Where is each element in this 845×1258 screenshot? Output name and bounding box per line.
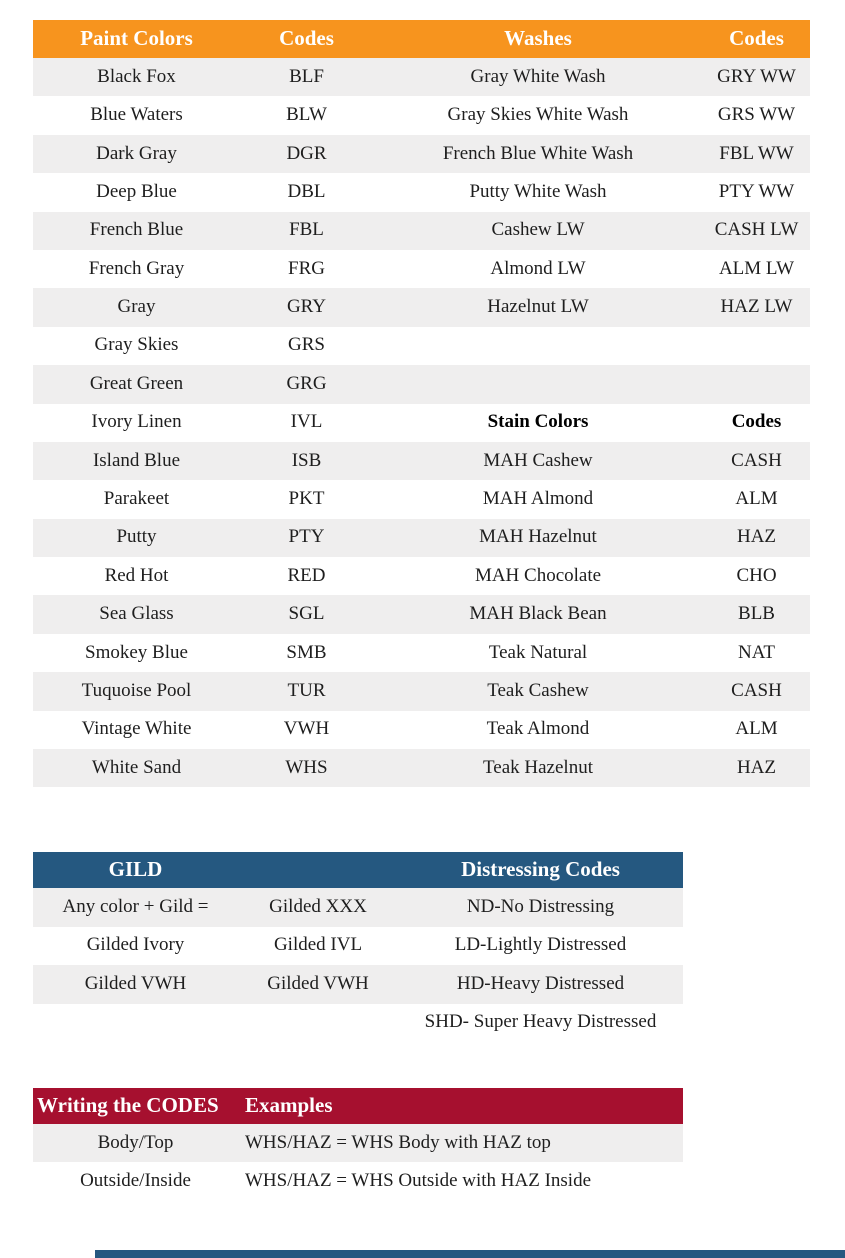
cell-wash-name: French Blue White Wash [442, 142, 634, 164]
paint-table-row [33, 480, 810, 518]
cell-paint-name: White Sand [91, 756, 182, 778]
paint-table-row [33, 365, 810, 403]
cell-paint-code: BLW [286, 104, 327, 126]
cell-paint-name: Vintage White [81, 718, 192, 740]
header-examples: Examples [245, 1093, 333, 1118]
cell-paint-name: Smokey Blue [85, 641, 188, 663]
cell-wash-name: Gray White Wash [470, 65, 606, 87]
gild-table-row [33, 965, 683, 1004]
cell-paint-name: Island Blue [92, 449, 181, 471]
codes-table-header [33, 1088, 683, 1124]
cell-paint-code: WHS [285, 756, 328, 778]
gild-table-body [33, 888, 683, 1042]
cell-gild-name: Any color + Gild = [62, 895, 209, 917]
cell-wash-name: Teak Almond [486, 718, 590, 740]
paint-table-row [33, 250, 810, 288]
cell-paint-name: French Blue [89, 219, 184, 241]
cell-paint-code: PKT [288, 488, 325, 510]
cell-code-format: Outside/Inside [80, 1169, 191, 1191]
paint-table-body [33, 58, 810, 787]
paint-table-row [33, 58, 810, 96]
cell-paint-code: SGL [288, 603, 325, 625]
cell-paint-code: ISB [291, 449, 322, 471]
cell-paint-code: BLF [289, 65, 324, 87]
cell-paint-code: GRY [286, 296, 327, 318]
header-paint-colors: Paint Colors [80, 26, 193, 51]
paint-table-row [33, 749, 810, 787]
cell-wash-name: MAH Chocolate [474, 564, 602, 586]
cell-wash-code: PTY WW [718, 180, 795, 202]
cell-paint-code: FBL [289, 219, 324, 241]
cell-wash-name: Teak Natural [488, 641, 588, 663]
cell-paint-name: Sea Glass [99, 603, 174, 625]
cell-paint-name: Gray Skies [94, 334, 179, 356]
cell-wash-name: Cashew LW [491, 219, 585, 241]
cell-paint-code: GRG [286, 372, 327, 394]
cell-wash-code: ALM LW [718, 257, 795, 279]
cell-gild-name: Gilded Ivory [86, 934, 185, 956]
cell-wash-code: BLB [738, 603, 775, 625]
cell-paint-code: PTY [288, 526, 325, 548]
gild-table-row [33, 927, 683, 966]
cell-code-example: WHS/HAZ = WHS Body with HAZ top [245, 1131, 551, 1153]
paint-table-row [33, 442, 810, 480]
cell-paint-name: Dark Gray [96, 142, 177, 164]
cell-paint-code: SMB [286, 641, 327, 663]
cell-wash-name: Hazelnut LW [487, 296, 589, 318]
cell-wash-name: MAH Cashew [483, 449, 593, 471]
header-gild: GILD [108, 857, 163, 882]
cell-paint-code: TUR [287, 680, 326, 701]
gild-table-header [33, 852, 683, 888]
paint-table-header [33, 20, 810, 58]
gild-table-row [33, 1004, 683, 1043]
cell-distressing-code: HD-Heavy Distressed [456, 972, 625, 994]
paint-table-row [33, 135, 810, 173]
cell-wash-code: GRS WW [717, 104, 796, 126]
cell-wash-code: GRY WW [717, 65, 796, 87]
cell-distressing-code: ND-No Distressing [466, 895, 615, 917]
paint-table-row [33, 96, 810, 134]
paint-table-row [33, 173, 810, 211]
cell-paint-name: Parakeet [103, 488, 170, 510]
cell-wash-code: CASH [731, 680, 782, 701]
paint-table-row [33, 711, 810, 749]
cell-paint-code: IVL [290, 411, 323, 433]
cell-wash-name: MAH Hazelnut [479, 526, 597, 548]
next-section-header-edge [95, 1250, 845, 1258]
cell-paint-name: Black Fox [97, 65, 176, 87]
paint-table-row [33, 212, 810, 250]
cell-wash-code: ALM [735, 718, 778, 740]
cell-paint-name: Deep Blue [96, 180, 177, 202]
cell-paint-name: Tuquoise Pool [81, 680, 192, 701]
cell-distressing-code: SHD- Super Heavy Distressed [424, 1011, 657, 1033]
codes-table-body [33, 1124, 683, 1200]
cell-wash-name: Almond LW [490, 257, 586, 279]
paint-table-row [33, 404, 810, 442]
cell-wash-name: Stain Colors [487, 411, 589, 433]
cell-wash-code: CASH [731, 449, 782, 471]
cell-gild-code: Gilded IVL [273, 934, 363, 956]
paint-table-row [33, 557, 810, 595]
cell-wash-code: HAZ LW [720, 296, 793, 318]
cell-wash-code: NAT [738, 641, 775, 663]
header-washes: Washes [504, 26, 572, 51]
cell-distressing-code: LD-Lightly Distressed [454, 934, 627, 956]
paint-table-row [33, 595, 810, 633]
codes-table-row [33, 1124, 683, 1162]
cell-code-example: WHS/HAZ = WHS Outside with HAZ Inside [245, 1169, 592, 1191]
header-distressing-codes: Distressing Codes [461, 857, 620, 882]
cell-wash-name: Gray Skies White Wash [447, 104, 629, 126]
header-writing-the-codes: Writing the CODES [37, 1093, 219, 1118]
cell-paint-code: DBL [287, 180, 326, 202]
paint-table-row [33, 327, 810, 365]
paint-table-row [33, 288, 810, 326]
cell-code-format: Body/Top [97, 1131, 174, 1153]
cell-wash-code: FBL WW [719, 142, 794, 164]
codes-table-row [33, 1162, 683, 1200]
writing-codes-table [33, 1088, 683, 1200]
cell-paint-code: FRG [288, 257, 325, 279]
gild-table-row [33, 888, 683, 927]
cell-wash-name: Putty White Wash [469, 180, 607, 202]
cell-paint-name: Blue Waters [90, 104, 183, 126]
cell-paint-name: Gray [117, 296, 156, 318]
cell-wash-name: MAH Almond [482, 488, 594, 510]
cell-paint-name: Red Hot [104, 564, 169, 586]
cell-wash-code: HAZ [736, 756, 777, 778]
cell-wash-code: HAZ [736, 526, 777, 548]
cell-paint-name: French Gray [88, 257, 185, 279]
paint-table-row [33, 519, 810, 557]
paint-washes-table [33, 20, 810, 787]
cell-wash-name: Teak Cashew [487, 680, 589, 701]
gild-distressing-table [33, 852, 683, 1042]
header-wash-codes: Codes [729, 26, 784, 51]
cell-paint-code: RED [287, 564, 326, 586]
cell-paint-name: Ivory Linen [91, 411, 182, 433]
cell-wash-name: Teak Hazelnut [483, 756, 593, 778]
cell-wash-code: Codes [731, 411, 782, 433]
cell-gild-name: Gilded VWH [84, 972, 187, 994]
header-paint-codes: Codes [279, 26, 334, 51]
paint-table-row [33, 634, 810, 672]
cell-wash-code: ALM [735, 488, 778, 510]
cell-paint-code: DGR [286, 142, 327, 164]
paint-table-row [33, 672, 810, 710]
cell-paint-name: Putty [116, 526, 157, 548]
cell-gild-code: Gilded VWH [267, 972, 369, 994]
cell-gild-code: Gilded XXX [269, 895, 367, 917]
cell-wash-name: MAH Black Bean [469, 603, 607, 625]
cell-wash-code: CASH LW [714, 219, 799, 241]
cell-wash-code: CHO [736, 564, 777, 586]
cell-paint-code: VWH [283, 718, 330, 740]
cell-paint-code: GRS [288, 334, 325, 356]
cell-paint-name: Great Green [89, 372, 184, 394]
